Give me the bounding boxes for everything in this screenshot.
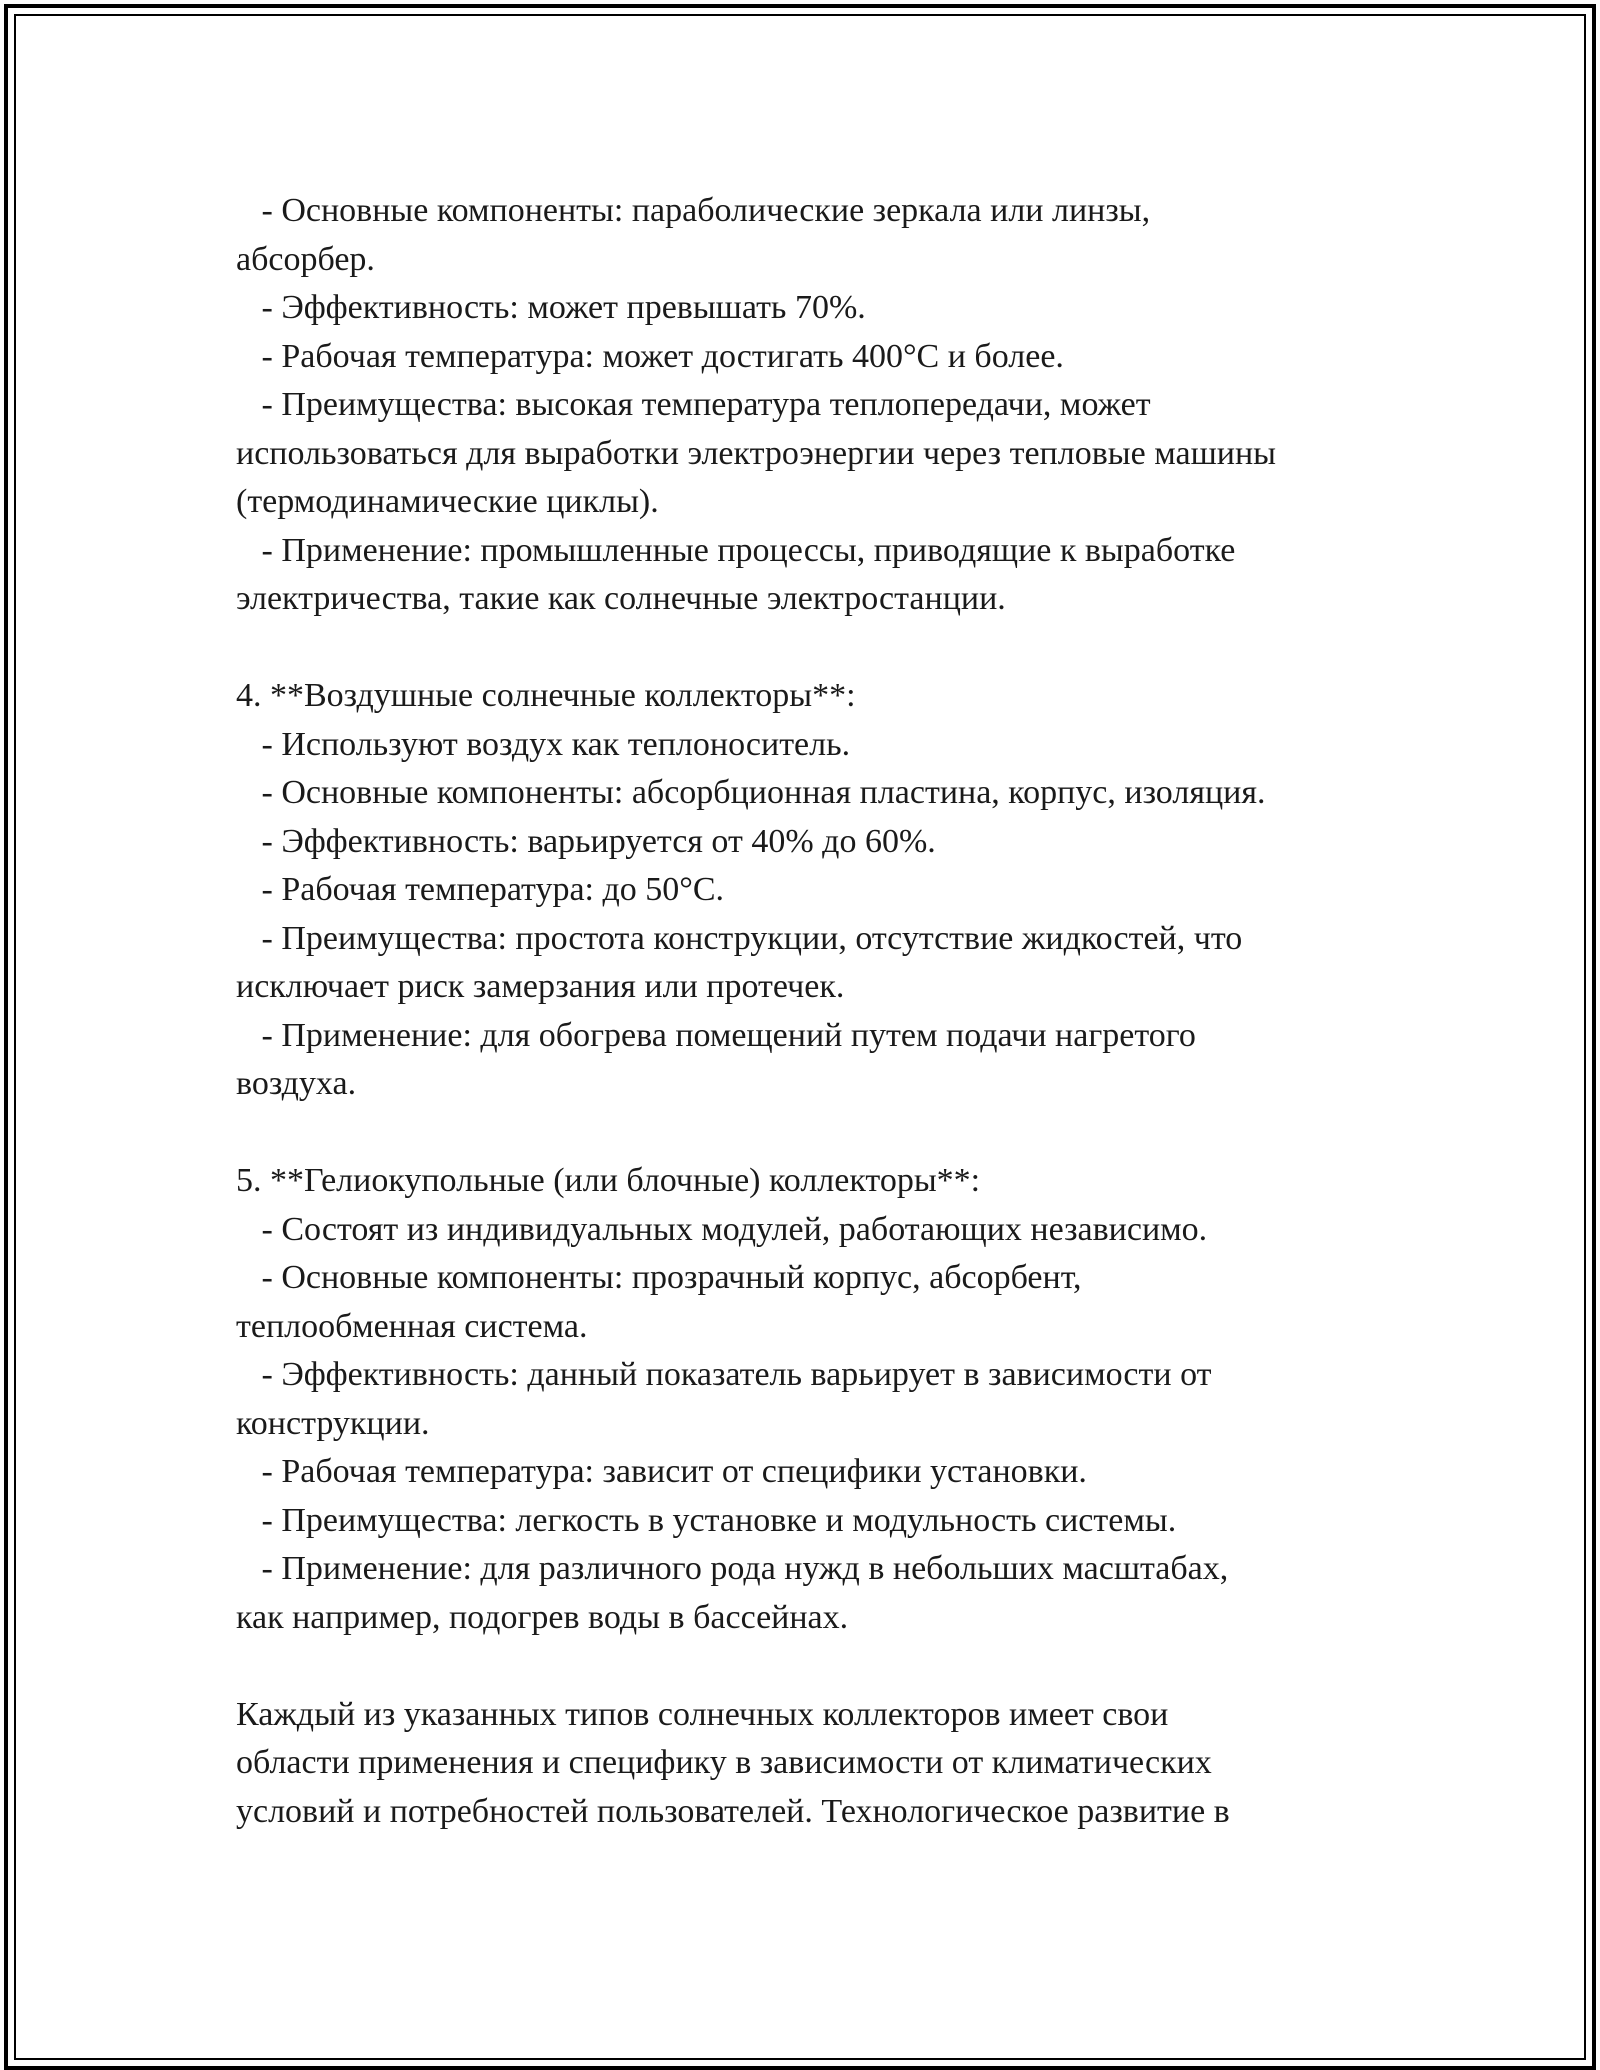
section-heading: 5. **Гелиокупольные (или блочные) коллекторы**: [236, 1162, 981, 1199]
text-line: - Рабочая температура: до 50°C. [236, 871, 725, 908]
paragraph-gap [236, 1642, 1396, 1691]
text-line: электричества, такие как солнечные электростанции. [236, 580, 1006, 617]
text-line: - Рабочая температура: может достигать 400°C и более. [236, 337, 1064, 375]
document-body [236, 187, 1396, 1836]
text-line: - Применение: промышленные процессы, приводящие к выработке [236, 531, 1236, 569]
text-line: - Состоят из индивидуальных модулей, работающих независимо. [236, 1210, 1208, 1248]
text-line: конструкции. [236, 1404, 430, 1442]
text-line: использоваться для выработки электроэнергии через тепловые машины [236, 434, 1276, 472]
section-heading: 4. **Воздушные солнечные коллекторы**: [236, 677, 856, 714]
text-line: воздуха. [236, 1065, 357, 1102]
text-line: теплообменная система. [236, 1307, 588, 1345]
text-line: - Применение: для обогрева помещений путем подачи нагретого [236, 1016, 1196, 1054]
text-line: - Основные компоненты: параболические зеркала или линзы, [236, 192, 1151, 229]
text-line: - Преимущества: высокая температура теплопередачи, может [236, 386, 1151, 423]
text-line: - Преимущества: простота конструкции, отсутствие жидкостей, что [236, 919, 1243, 957]
paragraph-gap [236, 1109, 1396, 1158]
text-line: (термодинамические циклы). [236, 483, 659, 520]
text-line: - Преимущества: легкость в установке и модульность системы. [236, 1501, 1177, 1539]
text-line: - Эффективность: данный показатель варьирует в зависимости от [236, 1356, 1212, 1393]
paragraph-gap [236, 624, 1396, 673]
text-line: - Рабочая температура: зависит от специфики установки. [236, 1453, 1087, 1490]
text-line: - Эффективность: варьируется от 40% до 60%. [236, 822, 936, 860]
text-line: как например, подогрев воды в бассейнах. [236, 1598, 849, 1636]
text-line: условий и потребностей пользователей. Технологическое развитие в [236, 1792, 1230, 1830]
text-line: - Применение: для различного рода нужд в небольших масштабах, [236, 1550, 1229, 1587]
text-line: - Используют воздух как теплоноситель. [236, 725, 851, 763]
text-line: области применения и специфику в зависимости от климатических [236, 1744, 1212, 1781]
text-line: Каждый из указанных типов солнечных коллекторов имеет свои [236, 1695, 1169, 1733]
text-line: - Основные компоненты: абсорбционная пластина, корпус, изоляция. [236, 774, 1266, 811]
text-line: - Основные компоненты: прозрачный корпус, абсорбент, [236, 1259, 1082, 1296]
text-line: абсорбер. [236, 240, 375, 278]
text-line: исключает риск замерзания или протечек. [236, 968, 845, 1005]
text-line: - Эффективность: может превышать 70%. [236, 289, 866, 326]
